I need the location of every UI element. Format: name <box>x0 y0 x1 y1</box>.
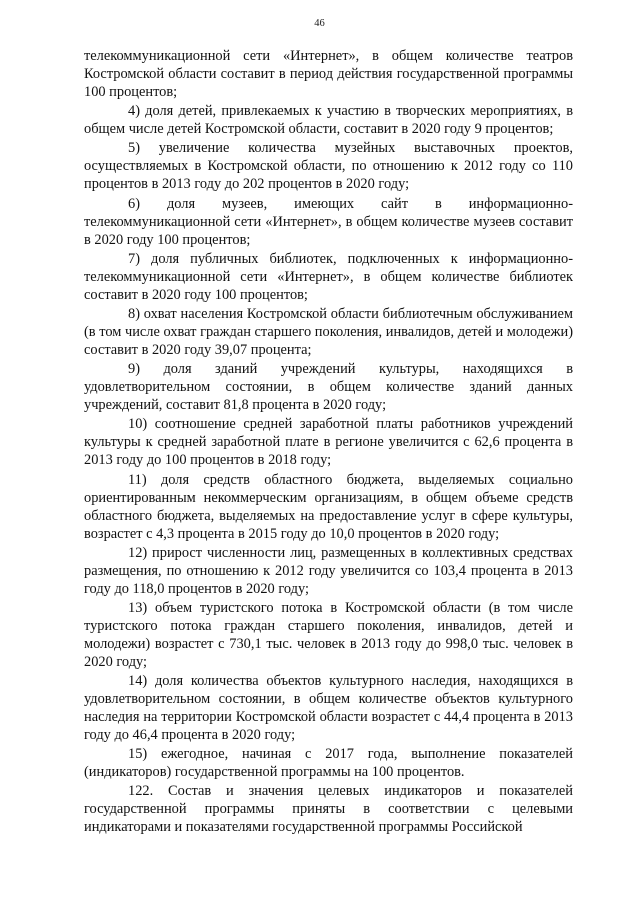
body-text <box>84 47 573 838</box>
paragraph: 4) доля детей, привлекаемых к участию в творческих мероприятиях, в общем числе детей Костромской области, составит в 2020 году 9 процентов; <box>84 103 573 138</box>
paragraph: 14) доля количества объектов культурного наследия, находящихся в удовлетворительном состоянии, в общем количестве объектов культурного наследия на территории Костромской области возрастет с 44,4 процента в 2013 году до 46,4 процента в 2020 году; <box>84 673 573 744</box>
paragraph: 10) соотношение средней заработной платы работников учреждений культуры к средней заработной плате в регионе увеличится с 62,6 процента в 2013 году до 100 процентов в 2018 году; <box>84 416 573 469</box>
paragraph: 122. Состав и значения целевых индикаторов и показателей государственной программы приняты в соответствии с целевыми индикаторами и показателями государственной программы Российской <box>84 783 573 836</box>
paragraph: 7) доля публичных библиотек, подключенных к информационно-телекоммуникационной сети «Интернет», в общем количестве библиотек составит в 2020 году 100 процентов; <box>84 250 573 303</box>
paragraph: 15) ежегодное, начиная с 2017 года, выполнение показателей (индикаторов) государственной программы на 100 процентов. <box>84 746 573 781</box>
paragraph: 5) увеличение количества музейных выставочных проектов, осуществляемых в Костромской области, по отношению к 2012 году со 110 процентов в 2013 году до 202 процентов в 2020 году; <box>84 140 573 193</box>
paragraph: 6) доля музеев, имеющих сайт в информационно-телекоммуникационной сети «Интернет», в общем количестве музеев составит в 2020 году 100 процентов; <box>84 195 573 248</box>
paragraph: 11) доля средств областного бюджета, выделяемых социально ориентированным некоммерческим организациям, в общем объеме средств областного бюджета, выделяемых на предоставление услуг в сфере культуры, возрастет с 4,3 процента в 2015 году до 10,0 процентов в 2020 году; <box>84 471 573 542</box>
paragraph: 8) охват населения Костромской области библиотечным обслуживанием (в том числе охват граждан старшего поколения, инвалидов, детей и молодежи) составит в 2020 году 39,07 процента; <box>84 305 573 358</box>
paragraph: 12) прирост численности лиц, размещенных в коллективных средствах размещения, по отношению к 2012 году увеличится со 103,4 процента в 2013 году до 118,0 процентов в 2020 году; <box>84 544 573 597</box>
paragraph: телекоммуникационной сети «Интернет», в общем количестве театров Костромской области составит в период действия государственной программы 100 процентов; <box>84 48 573 100</box>
paragraph: 13) объем туристского потока в Костромской области (в том числе туристского потока граждан старшего поколения, инвалидов, детей и молодежи) возрастет с 730,1 тыс. человек в 2013 году до 998,0 тыс. человек в 2020 году; <box>84 599 573 670</box>
paragraph: 9) доля зданий учреждений культуры, находящихся в удовлетворительном состоянии, в общем количестве зданий данных учреждений, составит 81,8 процента в 2020 году; <box>84 361 573 414</box>
page-number: 46 <box>314 18 325 29</box>
